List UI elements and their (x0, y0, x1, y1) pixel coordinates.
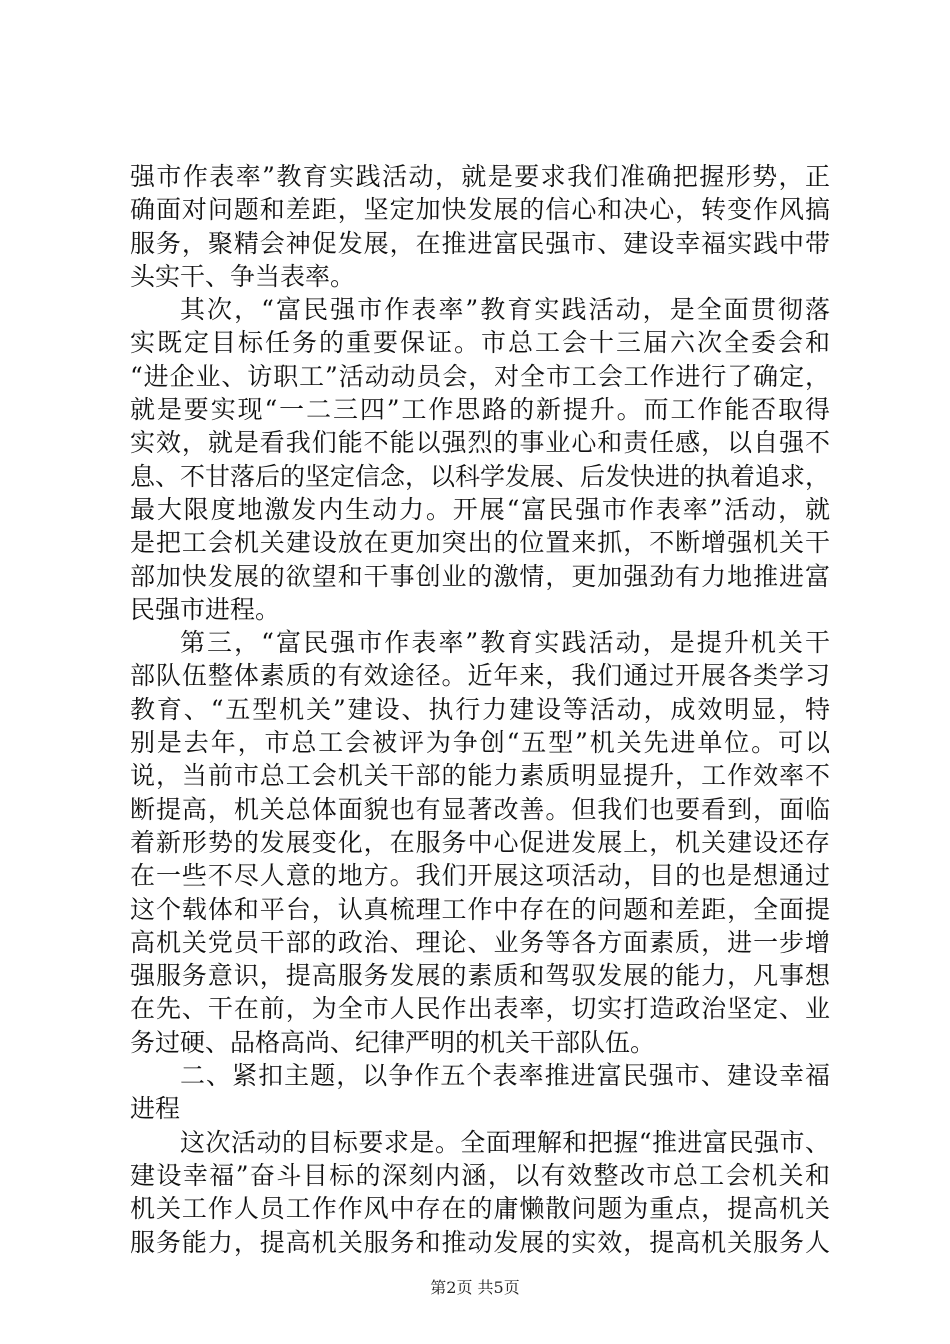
text-line: 强服务意识，提高服务发展的素质和驾驭发展的能力，凡事想 (130, 961, 830, 991)
text-line: 实既定目标任务的重要保证。市总工会十三届六次全委会和 (130, 328, 830, 358)
text-line: 部队伍整体素质的有效途径。近年来，我们通过开展各类学习 (130, 661, 830, 691)
text-line: 高机关党员干部的政治、理论、业务等各方面素质，进一步增 (130, 927, 830, 957)
text-line: 在一些不尽人意的地方。我们开展这项活动，目的也是想通过 (130, 861, 830, 891)
text-line: 教育、“五型机关”建设、执行力建设等活动，成效明显，特 (130, 694, 830, 724)
text-line: 在先、干在前，为全市人民作出表率，切实打造政治坚定、业 (130, 994, 830, 1024)
page-footer: 第2页 共5页 (430, 1278, 520, 1297)
text-line: “进企业、访职工”活动动员会，对全市工会工作进行了确定， (130, 361, 830, 391)
text-line: 服务能力，提高机关服务和推动发展的实效，提高机关服务人 (130, 1227, 830, 1257)
text-line: 说，当前市总工会机关干部的能力素质明显提升，工作效率不 (130, 761, 830, 791)
text-line: 部加快发展的欲望和干事创业的激情，更加强劲有力地推进富 (130, 561, 830, 591)
paragraph-start-line: 这次活动的目标要求是。全面理解和把握“推进富民强市、 (180, 1127, 830, 1157)
document-body (130, 160, 830, 1259)
text-line: 民强市进程。 (130, 594, 281, 624)
text-line: 头实干、争当表率。 (130, 261, 356, 291)
text-line: 别是去年，市总工会被评为争创“五型”机关先进单位。可以 (130, 728, 830, 758)
text-line: 最大限度地激发内生动力。开展“富民强市作表率”活动，就 (130, 494, 830, 524)
text-line: 就是要实现“一二三四”工作思路的新提升。而工作能否取得 (130, 395, 830, 425)
text-line: 息、不甘落后的坚定信念，以科学发展、后发快进的执着追求， (130, 461, 830, 491)
paragraph-start-line: 其次，“富民强市作表率”教育实践活动，是全面贯彻落 (180, 295, 830, 325)
text-line: 机关工作人员工作作风中存在的庸懒散问题为重点，提高机关 (130, 1194, 830, 1224)
section-heading-line: 进程 (130, 1094, 181, 1124)
text-line: 是把工会机关建设放在更加突出的位置来抓，不断增强机关干 (130, 528, 830, 558)
text-line: 着新形势的发展变化，在服务中心促进发展上，机关建设还存 (130, 827, 830, 857)
text-line: 服务，聚精会神促发展，在推进富民强市、建设幸福实践中带 (130, 228, 830, 258)
paragraph-start-line: 第三，“富民强市作表率”教育实践活动，是提升机关干 (180, 628, 830, 658)
text-line: 确面对问题和差距，坚定加快发展的信心和决心，转变作风搞 (130, 195, 830, 225)
text-line: 实效，就是看我们能不能以强烈的事业心和责任感，以自强不 (130, 428, 830, 458)
text-line: 强市作表率”教育实践活动，就是要求我们准确把握形势，正 (130, 162, 830, 191)
text-line: 务过硬、品格高尚、纪律严明的机关干部队伍。 (130, 1027, 656, 1057)
text-line: 这个载体和平台，认真梳理工作中存在的问题和差距，全面提 (130, 894, 830, 924)
section-heading-line: 二、紧扣主题，以争作五个表率推进富民强市、建设幸福 (180, 1061, 830, 1091)
text-line: 断提高，机关总体面貌也有显著改善。但我们也要看到，面临 (130, 794, 830, 824)
text-line: 建设幸福”奋斗目标的深刻内涵，以有效整改市总工会机关和 (130, 1160, 830, 1190)
